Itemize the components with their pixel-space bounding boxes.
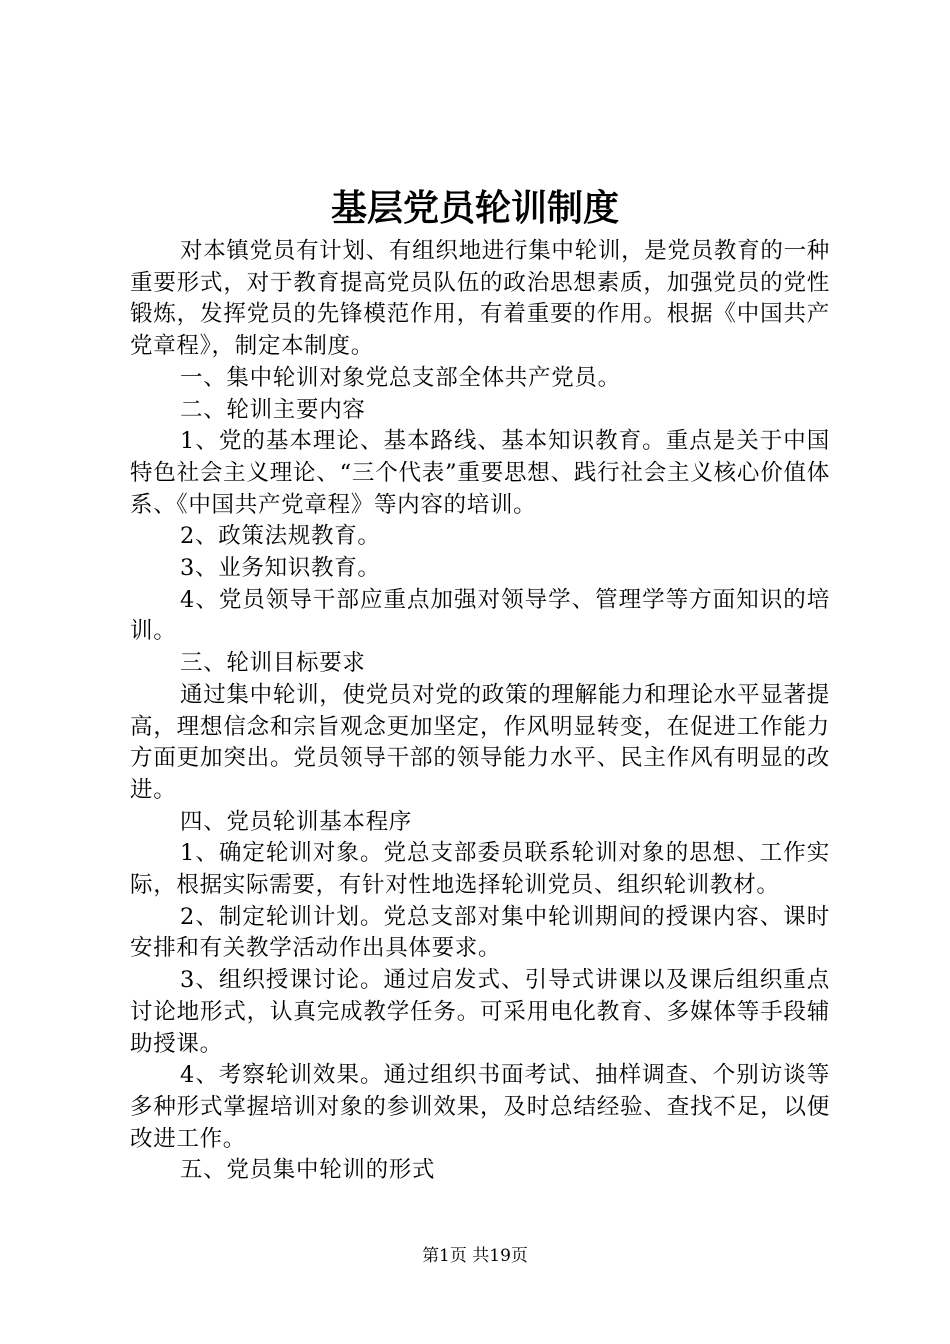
paragraph: 1、党的基本理论、基本路线、基本知识教育。重点是关于中国特色社会主义理论、“三个代表”重要思想、践行社会主义核心价值体系、《中国共产党章程》等内容的培训。 [130, 428, 830, 518]
paragraph: 4、党员领导干部应重点加强对领导学、管理学等方面知识的培训。 [130, 586, 830, 645]
paragraph: 二、轮训主要内容 [180, 396, 366, 423]
paragraph: 五、党员集中轮训的形式 [180, 1157, 436, 1184]
paragraph: 1、确定轮训对象。党总支部委员联系轮训对象的思想、工作实际，根据实际需要，有针对性地选择轮训党员、组织轮训教材。 [130, 840, 830, 899]
paragraph: 4、考察轮训效果。通过组织书面考试、抽样调查、个别访谈等多种形式掌握培训对象的参训效果，及时总结经验、查找不足，以便改进工作。 [130, 1062, 830, 1152]
paragraph: 通过集中轮训，使党员对党的政策的理解能力和理论水平显著提高，理想信念和宗旨观念更加坚定，作风明显转变，在促进工作能力方面更加突出。党员领导干部的领导能力水平、民主作风有明显的改进。 [130, 681, 830, 803]
paragraph: 2、政策法规教育。 [180, 523, 381, 550]
document-body [130, 236, 830, 1187]
paragraph: 2、制定轮训计划。党总支部对集中轮训期间的授课内容、课时安排和有关教学活动作出具体要求。 [130, 903, 830, 962]
page-title: 基层党员轮训制度 [330, 187, 619, 229]
paragraph: 三、轮训目标要求 [180, 650, 366, 677]
paragraph: 对本镇党员有计划、有组织地进行集中轮训，是党员教育的一种重要形式，对于教育提高党员队伍的政治思想素质，加强党员的党性锻炼，发挥党员的先锋模范作用，有着重要的作用。根据《中国共产党章程》，制定本制度。 [130, 238, 830, 360]
paragraph: 一、集中轮训对象党总支部全体共产党员。 [180, 364, 621, 391]
paragraph: 3、组织授课讨论。通过启发式、引导式讲课以及课后组织重点讨论地形式，认真完成教学任务。可采用电化教育、多媒体等手段辅助授课。 [130, 967, 830, 1057]
page-footer: 第1页 共19页 [422, 1246, 528, 1266]
paragraph: 3、业务知识教育。 [180, 555, 381, 582]
paragraph: 四、党员轮训基本程序 [180, 808, 413, 835]
